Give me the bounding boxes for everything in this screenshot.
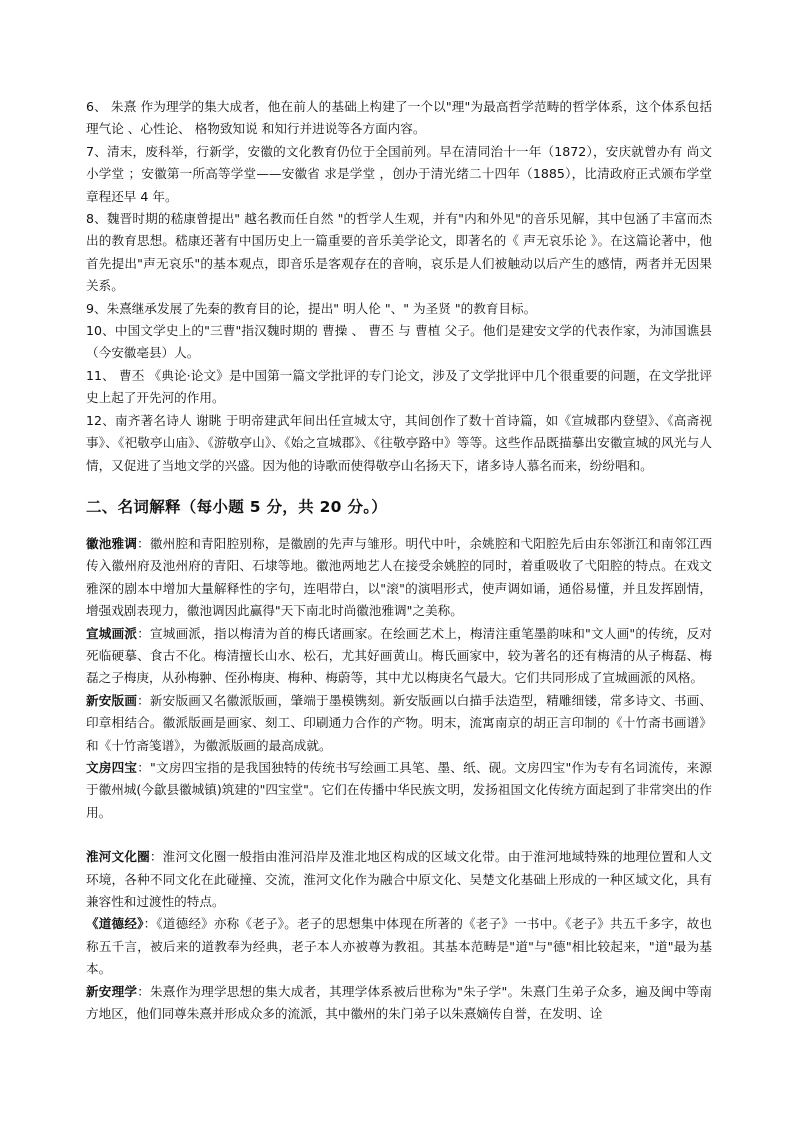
definition-entry xyxy=(86,690,712,757)
list-item: 11、 曹丕 《典论·论文》是中国第一篇文学批评的专门论文，涉及了文学批评中几个很重要的问题，在文学批评史上起了开先河的作用。 xyxy=(86,367,712,406)
term-definition: ：新安版画又名徽派版画，肇端于墨模镌刻。新安版画以白描手法造型，精雕细镂，常多诗文、书画、印章相结合。徽派版画是画家、刻工、印刷通力合作的产物。明末，流寓南京的胡正言印制的《十竹斋书画谱》和《十竹斋笺谱》，为徽派版画的最高成就。 xyxy=(86,692,713,753)
list-item: 9、朱熹继承发展了先秦的教育目的论，提出" 明人伦 "、" 为圣贤 "的教育目标。 xyxy=(86,300,537,316)
definition-entry xyxy=(86,981,712,1026)
term-definition: ：徽州腔和青阳腔别称，是徽剧的先声与雏形。明代中叶，余姚腔和弋阳腔先后由东邻浙江和南邻江西传入徽州府及池州府的青阳、石埭等地。徽池两地艺人在接受余姚腔的同时，着重吸收了弋阳腔的特点。在戏文雅深的剧本中增加大量解释性的字句，连唱带白，以"滚"的演唱形式，使声调如诵，通俗易懂，并且发挥剧情，增强戏剧表现力，徽池调因此赢得"天下南北时尚徽池雅调"之美称。 xyxy=(86,535,713,619)
term-definition: ：宣城画派，指以梅清为首的梅氏诸画家。在绘画艺术上，梅清注重笔墨韵味和"文人画"的传统，反对死临硬摹、食古不化。梅清擅长山水、松石，尤其好画黄山。梅氏画家中，较为著名的还有梅清的从子梅磊、梅磊之子梅庚，从孙梅翀、侄孙梅庚、梅种、梅蔚等，其中尤以梅庚名气最大。它们共同形成了宣城画派的风格。 xyxy=(86,625,712,686)
definition-entry xyxy=(86,623,712,690)
definition-entry xyxy=(86,913,712,980)
list-item: 12、南齐著名诗人 谢眺 于明帝建武年间出任宣城太守，其间创作了数十首诗篇，如《宣城郡内登望》、《高斋视事》、《祀敬亭山庙》、《游敬亭山》、《始之宣城郡》、《往敬亭路中》等等。这些作品既描摹出安徽宣城的风光与人情，又促进了当地文学的兴盛。因为他的诗歌而使得敬亭山名扬天下，诸多诗人慕名而来，纷纷唱和。 xyxy=(86,412,712,473)
term-definition: ："文房四宝指的是我国独特的传统书写绘画工具笔、墨、纸、砚。文房四宝"作为专有名词流传，来源于徽州城(今歙县徽城镇)筑建的"四宝堂"。它们在传播中华民族文明，发扬祖国文化传统方面起到了非常突出的作用。 xyxy=(86,759,712,820)
section-heading: 二、名词解释（每小题 5 分，共 20 分。） xyxy=(86,497,388,516)
term-label: 宣城画派 xyxy=(86,625,138,641)
definition-entry xyxy=(86,533,712,623)
term-label: 淮河文化圈 xyxy=(86,849,150,865)
term-definition: ：《道德经》亦称《老子》。老子的思想集中体现在所著的《老子》一书中。《老子》共五千多字，故也称五千言，被后来的道教奉为经典，老子本人亦被尊为教祖。其基本范畴是"道"与"德"相比较起来，"道"最为基本。 xyxy=(86,916,712,977)
term-label: 徽池雅调 xyxy=(86,535,138,551)
definition-entry xyxy=(86,757,712,824)
list-item: 6、 朱熹 作为理学的集大成者，他在前人的基础上构建了一个以"理"为最高哲学范畴的哲学体系，这个体系包括 理气论 、心性论、 格物致知说 和知行并进说等各方面内容。 xyxy=(86,99,712,137)
term-definition: ：淮河文化圈一般指由淮河沿岸及淮北地区构成的区域文化带。由于淮河地域特殊的地理位置和人文环境，各种不同文化在此碰撞、交流，淮河文化作为融合中原文化、吴楚文化基础上形成的一种区域文化，具有兼容性和过渡性的特点。 xyxy=(86,849,713,909)
document-body xyxy=(86,96,712,1025)
spacer xyxy=(86,477,712,495)
term-label: 新安版画 xyxy=(86,692,138,708)
spacer xyxy=(86,824,712,846)
list-item: 10、中国文学史上的"三曹"指汉魏时期的 曹操 、 曹丕 与 曹植 父子。他们是建安文学的代表作家，为沛国谯县（今安徽亳县）人。 xyxy=(86,323,712,361)
term-definition: ：朱熹作为理学思想的集大成者，其理学体系被后世称为"朱子学"。朱熹门生弟子众多，遍及闽中等南方地区，他们同尊朱熹并形成众多的流派，其中徽州的朱门弟子以朱熹嫡传自誉，在发明、诠 xyxy=(86,983,712,1022)
term-label: 新安理学 xyxy=(86,983,138,999)
term-label: 文房四宝 xyxy=(86,759,138,775)
spacer xyxy=(86,519,712,533)
term-label: 《道德经》 xyxy=(86,916,144,932)
list-item: 8、魏晋时期的嵇康曾提出" 越名教而任自然 "的哲学人生观，并有"内和外见"的音乐见解，其中包涵了丰富而杰出的教育思想。嵇康还著有中国历史上一篇重要的音乐美学论文，即著名的《 声无哀乐论 》。在这篇论著中，他首先提出"声无哀乐"的基本观点，即音乐是客观存在的音响，哀乐是人们被触动以后产生的感情，两者并无因果关系。 xyxy=(86,211,712,294)
definition-entry xyxy=(86,846,712,913)
list-item: 7、清末，废科举，行新学，安徽的文化教育仍位于全国前列。早在清同治十一年（1872），安庆就曾办有 尚文小学堂 ；安徽第一所高等学堂——安徽省 求是学堂 ，创办于清光绪二十四年（1885），比清政府正式颁布学堂章程还早 4 年。 xyxy=(86,143,712,204)
